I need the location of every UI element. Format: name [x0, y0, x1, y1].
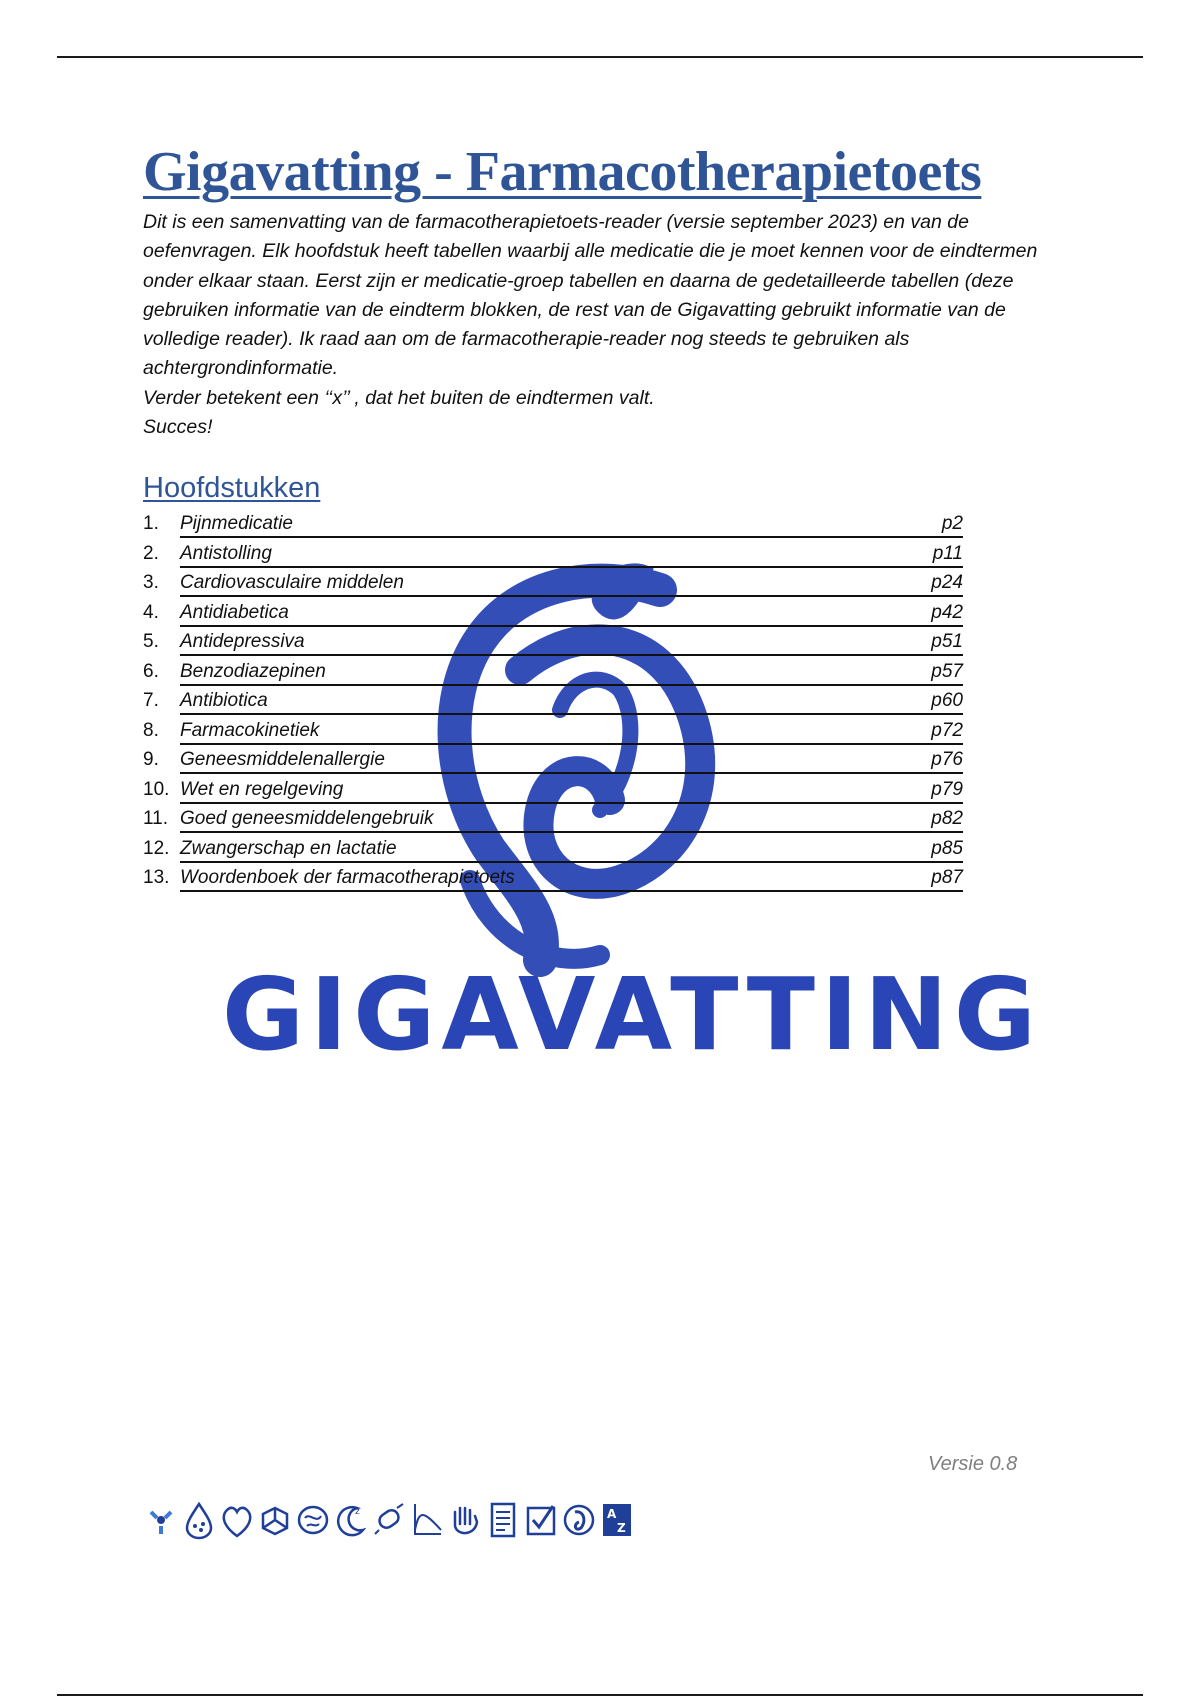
- radiation-icon: [143, 1500, 179, 1540]
- toc-number: 5.: [143, 631, 159, 652]
- toc-label: Antidepressiva: [180, 631, 305, 652]
- toc-page: p87: [931, 867, 963, 888]
- version-label: Versie 0.8: [928, 1453, 1018, 1475]
- toc-page: p85: [931, 837, 963, 859]
- toc-page: p82: [931, 808, 963, 829]
- toc-item[interactable]: [143, 569, 963, 599]
- toc-page: p76: [931, 749, 963, 770]
- toc-label: Geneesmiddelenallergie: [180, 749, 385, 770]
- hand-icon: [447, 1500, 483, 1540]
- toc-page: p42: [931, 601, 963, 623]
- toc-number: 4.: [143, 601, 159, 623]
- toc-item[interactable]: [143, 599, 963, 629]
- toc-page: p79: [931, 778, 963, 800]
- top-rule: [57, 56, 1143, 58]
- toc-number: 12.: [143, 837, 170, 859]
- toc-number: 2.: [143, 542, 159, 564]
- toc-item[interactable]: [143, 717, 963, 747]
- toc-label: Cardiovasculaire middelen: [180, 572, 404, 593]
- toc-item[interactable]: [143, 540, 963, 570]
- toc-page: p24: [931, 572, 963, 593]
- svg-text:z: z: [355, 1507, 360, 1517]
- bacteria-icon: [371, 1500, 407, 1540]
- toc-number: 1.: [143, 513, 159, 534]
- toc-label: Zwangerschap en lactatie: [180, 837, 397, 859]
- molecule-icon: [257, 1500, 293, 1540]
- page-title: Gigavatting - Farmacotherapietoets: [143, 141, 982, 203]
- bottom-rule: [57, 1694, 1143, 1696]
- toc-label: Farmacokinetiek: [180, 719, 320, 741]
- toc-item[interactable]: [143, 658, 963, 688]
- toc-number: 9.: [143, 749, 159, 770]
- toc-label: Woordenboek der farmacotherapietoets: [180, 867, 515, 888]
- toc-number: 3.: [143, 572, 159, 593]
- svg-text:Z: Z: [617, 1521, 626, 1535]
- brain-icon: [295, 1500, 331, 1540]
- toc-heading: Hoofdstukken: [143, 472, 321, 504]
- toc-label: Antistolling: [180, 542, 272, 564]
- intro-text: [143, 208, 1043, 442]
- toc-item[interactable]: [143, 776, 963, 806]
- chapter-icon-strip: [143, 1497, 635, 1543]
- toc-label: Wet en regelgeving: [180, 778, 344, 800]
- toc-page: p72: [931, 719, 963, 741]
- toc-label: Goed geneesmiddelengebruik: [180, 808, 434, 829]
- toc-page: p60: [931, 690, 963, 711]
- toc-item[interactable]: [143, 864, 963, 894]
- table-of-contents: [143, 510, 963, 894]
- toc-page: p2: [941, 513, 963, 534]
- heart-icon: [219, 1500, 255, 1540]
- fetus-icon: [561, 1500, 597, 1540]
- intro-note: Verder betekent een ‘‘x’’ , dat het buiten de eindtermen valt.: [143, 386, 655, 409]
- toc-number: 13.: [143, 867, 170, 888]
- intro-closing: Succes!: [143, 416, 213, 439]
- toc-page: p51: [931, 631, 963, 652]
- checkbox-icon: [523, 1500, 559, 1540]
- toc-number: 10.: [143, 778, 170, 800]
- toc-item[interactable]: [143, 687, 963, 717]
- toc-label: Pijnmedicatie: [180, 513, 293, 534]
- toc-label: Antidiabetica: [180, 601, 289, 623]
- toc-item[interactable]: [143, 835, 963, 865]
- toc-item[interactable]: [143, 746, 963, 776]
- toc-number: 8.: [143, 719, 159, 741]
- svg-text:A: A: [607, 1507, 617, 1521]
- toc-item[interactable]: [143, 628, 963, 658]
- toc-page: p57: [931, 660, 963, 682]
- sleep-moon-icon: [333, 1500, 369, 1540]
- toc-label: Antibiotica: [180, 690, 268, 711]
- toc-label: Benzodiazepinen: [180, 660, 326, 682]
- watermark-brand-text: GIGAVATTING: [222, 956, 1042, 1073]
- drop-icon: [181, 1500, 217, 1540]
- document-icon: [485, 1500, 521, 1540]
- curve-graph-icon: [409, 1500, 445, 1540]
- toc-number: 11.: [143, 808, 169, 829]
- toc-number: 6.: [143, 660, 159, 682]
- toc-item[interactable]: [143, 805, 963, 835]
- dictionary-az-icon: [599, 1500, 635, 1540]
- intro-paragraph: Dit is een samenvatting van de farmacotherapietoets-reader (versie september 2023) en van de oefenvragen. Elk hoofdstuk heeft tabellen waarbij alle medicatie die je moet kennen voor de eindtermen onder elkaar staan. Eerst zijn er medicatie-groep tabellen en daarna de gedetailleerde tabellen (deze gebruiken informatie van de eindterm blokken, de rest van de Gigavatting gebruikt informatie van de volledige reader). Ik raad aan om de farmacotherapie-reader nog steeds te gebruiken als achtergrondinformatie.: [143, 211, 1038, 380]
- toc-page: p11: [932, 542, 963, 564]
- toc-number: 7.: [143, 690, 159, 711]
- toc-item[interactable]: [143, 510, 963, 540]
